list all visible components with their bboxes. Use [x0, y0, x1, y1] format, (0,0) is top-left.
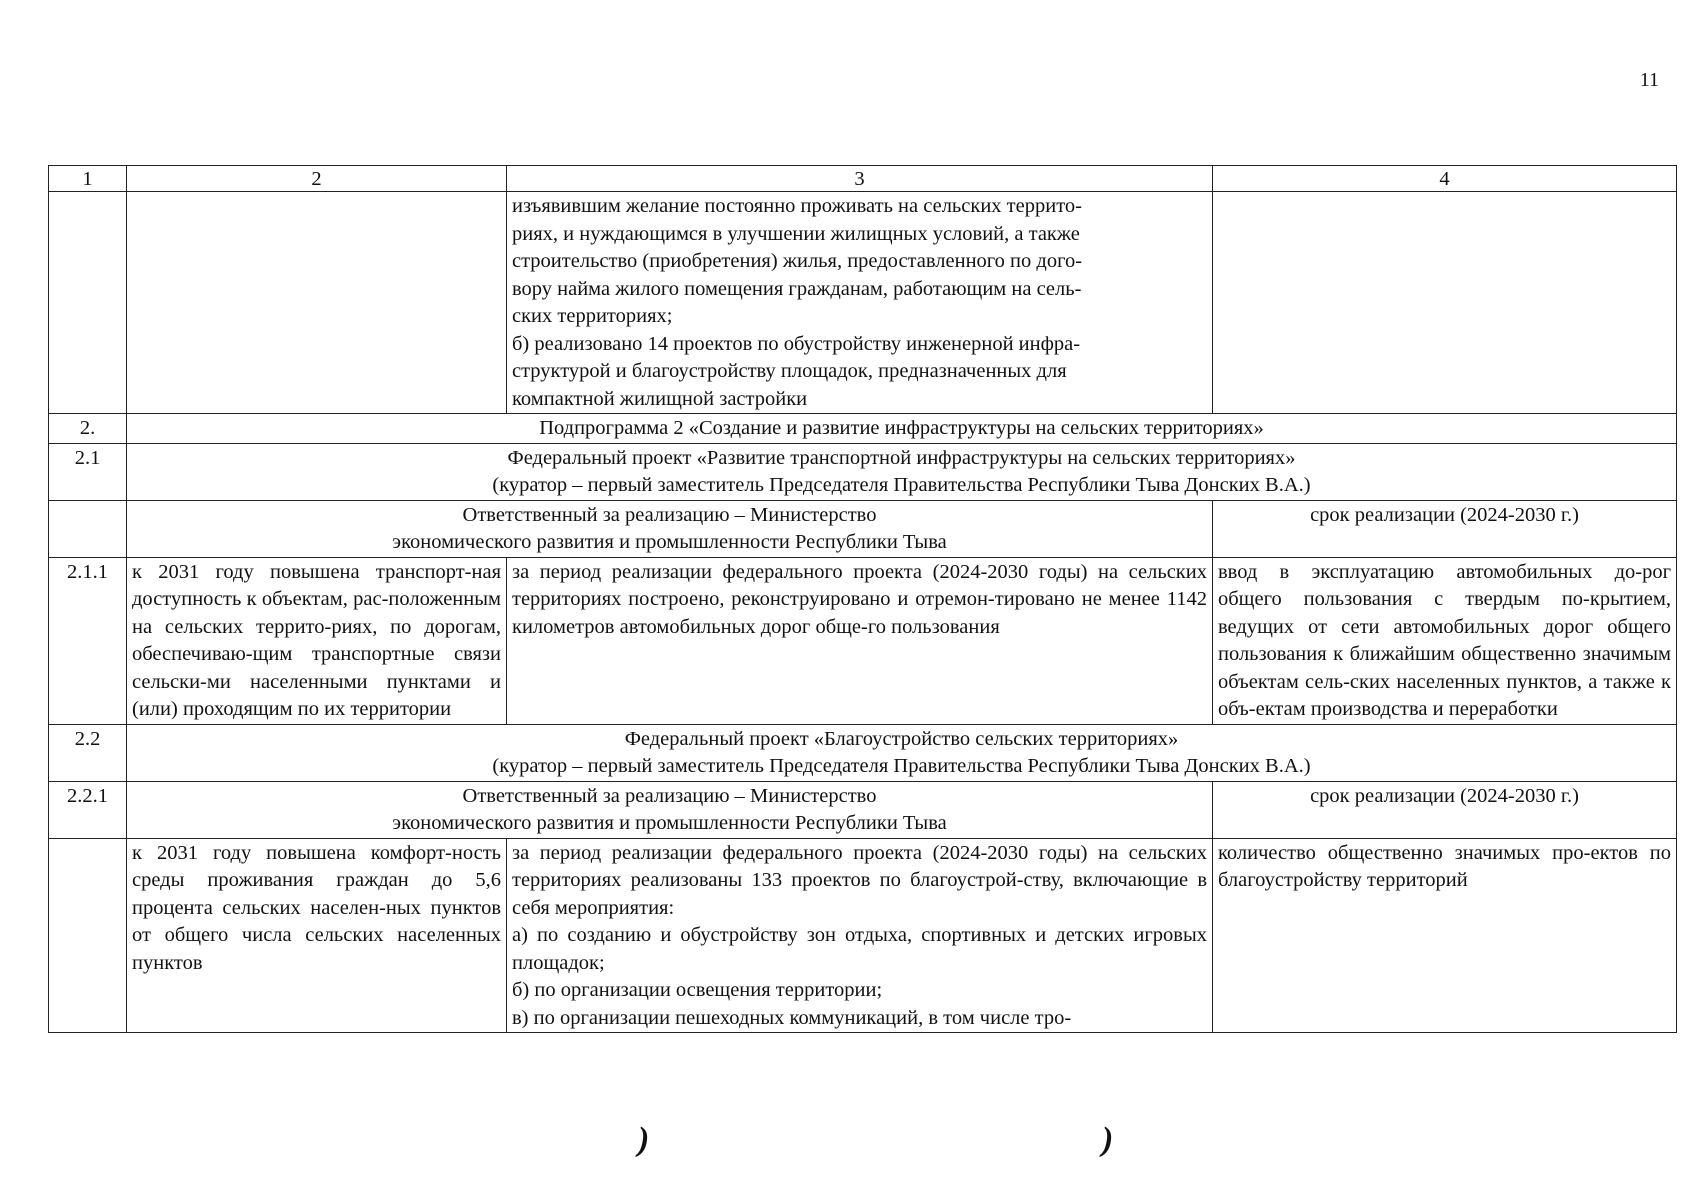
- header-col-2: 2: [127, 166, 507, 192]
- responsible-line-1: Ответственный за реализацию – Министерство: [462, 503, 877, 526]
- result-paragraph: за период реализации федерального проекта (2024-2030 годы) на сельских территориях реализованы 133 проектов по благоустрой-ству, включающие в себя мероприятия:: [512, 841, 1207, 919]
- continuation-line: изъявившим желание постоянно проживать на сельских террито-: [512, 195, 1082, 217]
- task-2-1-1-row: [49, 557, 1677, 724]
- responsible-2-1: [127, 500, 1213, 557]
- federal-project-2-1-curator: (куратор – первый заместитель Председателя Правительства Республики Тыва Донских В.А.): [492, 474, 1311, 496]
- responsible-line-2: экономического развития и промышленности Республики Тыва: [392, 812, 947, 834]
- continuation-col3: [507, 192, 1213, 414]
- federal-project-2-1-num: 2.1: [49, 443, 127, 500]
- term-2-2-1: срок реализации (2024-2030 г.): [1213, 781, 1677, 838]
- continuation-line: структурой и благоустройству площадок, предназначенных для: [512, 360, 1067, 382]
- responsible-line-2: экономического развития и промышленности Республики Тыва: [392, 531, 947, 553]
- result-paragraph: б) по организации освещения территории;: [512, 979, 883, 1001]
- continuation-line: ских территориях;: [512, 305, 673, 327]
- program-table: [48, 165, 1677, 1033]
- task-2-1-1-indicator: ввод в эксплуатацию автомобильных до-рог общего пользования с твердым по-крытием, ведущих от сети автомобильных дорог общего пользования к ближайшим общественно значимым объектам сель-ских населенных пунктов, а также к объ-ектам производства и переработки: [1213, 557, 1677, 724]
- page-mark-left: ): [638, 1121, 650, 1158]
- subprogram-2-row: [49, 414, 1677, 444]
- responsible-2-1-row: [49, 500, 1677, 557]
- header-row: [49, 166, 1677, 192]
- header-col-4: 4: [1213, 166, 1677, 192]
- responsible-2-2-1-row: [49, 781, 1677, 838]
- federal-project-2-1-row: [49, 443, 1677, 500]
- federal-project-2-2-title: Федеральный проект «Благоустройство сельских территориях»: [624, 727, 1179, 750]
- task-2-2-1-num: [49, 838, 127, 1033]
- continuation-col2: [127, 192, 507, 414]
- task-2-1-1-result: за период реализации федерального проекта (2024-2030 годы) на сельских территориях построено, реконструировано и отремон-тировано не менее 1142 километров автомобильных дорог обще-го пользования: [507, 557, 1213, 724]
- federal-project-2-2-row: [49, 724, 1677, 781]
- federal-project-2-2-num: 2.2: [49, 724, 127, 781]
- continuation-line: строительство (приобретения) жилья, предоставленного по дого-: [512, 250, 1083, 272]
- task-2-2-1-indicator: количество общественно значимых про-ектов по благоустройству территорий: [1213, 838, 1677, 1033]
- subprogram-2-title: Подпрограмма 2 «Создание и развитие инфраструктуры на сельских территориях»: [127, 414, 1677, 444]
- task-2-2-1-goal: к 2031 году повышена комфорт-ность среды проживания граждан до 5,6 процента сельских населен-ных пунктов от общего числа сельских населенных пунктов: [127, 838, 507, 1033]
- page-number: 11: [1639, 69, 1659, 91]
- responsible-2-1-num: [49, 500, 127, 557]
- header-col-3: 3: [507, 166, 1213, 192]
- federal-project-2-1-heading: [127, 443, 1677, 500]
- result-paragraph: в) по организации пешеходных коммуникаций, в том числе тро-: [512, 1006, 1072, 1029]
- federal-project-2-2-heading: [127, 724, 1677, 781]
- responsible-line-1: Ответственный за реализацию – Министерство: [462, 784, 877, 807]
- federal-project-2-2-curator: (куратор – первый заместитель Председателя Правительства Республики Тыва Донских В.А.): [492, 755, 1311, 777]
- continuation-num: [49, 192, 127, 414]
- continuation-col4: [1213, 192, 1677, 414]
- continuation-line: вору найма жилого помещения гражданам, работающим на сель-: [512, 277, 1082, 300]
- header-col-1: 1: [49, 166, 127, 192]
- continuation-line: риях, и нуждающимся в улучшении жилищных условий, а также: [512, 222, 1080, 245]
- page-mark-right: ): [1102, 1121, 1114, 1158]
- continuation-line: б) реализовано 14 проектов по обустройству инженерной инфра-: [512, 332, 1081, 355]
- term-2-1: срок реализации (2024-2030 г.): [1213, 500, 1677, 557]
- task-2-1-1-goal: к 2031 году повышена транспорт-ная доступность к объектам, рас-положенным на сельских террито-риях, по дорогам, обеспечиваю-щим транспортные связи сельски-ми населенными пунктами и (или) проходящим по их территории: [127, 557, 507, 724]
- task-2-2-1-row: [49, 838, 1677, 1033]
- federal-project-2-1-title: Федеральный проект «Развитие транспортной инфраструктуры на сельских территориях»: [507, 446, 1296, 469]
- continuation-line: компактной жилищной застройки: [512, 387, 808, 410]
- subprogram-2-num: 2.: [49, 414, 127, 444]
- responsible-2-2-1: [127, 781, 1213, 838]
- result-paragraph: а) по созданию и обустройству зон отдыха, спортивных и детских игровых площадок;: [512, 924, 1207, 974]
- responsible-2-2-1-num: 2.2.1: [49, 781, 127, 838]
- task-2-1-1-num: 2.1.1: [49, 557, 127, 724]
- task-2-2-1-result: [507, 838, 1213, 1033]
- continuation-row: [49, 192, 1677, 414]
